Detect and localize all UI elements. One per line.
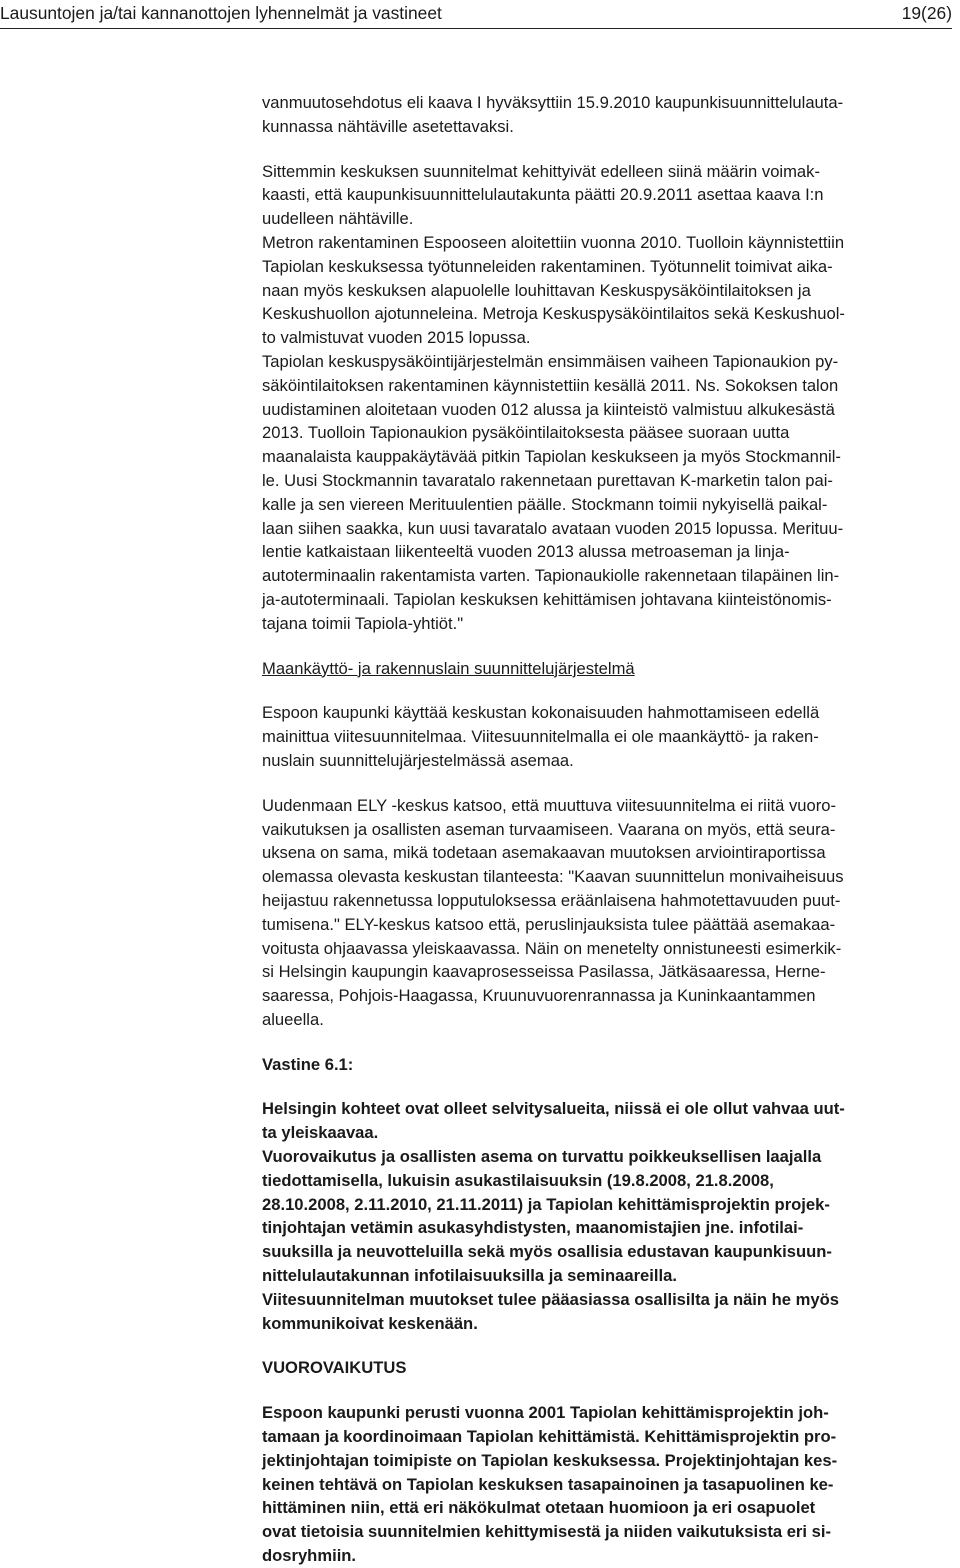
text-line: jektinjohtajan toimipiste on Tapiolan keskuksessa. Projektinjohtajan kes-: [262, 1450, 838, 1470]
page-number: 19(26): [901, 3, 952, 23]
text-line: vanmuutosehdotus eli kaava I hyväksyttiin 15.9.2010 kaupunkisuunnittelulauta-: [262, 93, 844, 112]
text-line: alueella.: [262, 1009, 324, 1029]
text-line: kalle ja sen viereen Merituulentien päälle. Stockmann toimii nykyisellä paikal-: [262, 494, 828, 514]
text-line: ta yleiskaavaa.: [262, 1123, 379, 1143]
text-line: to valmistuvat vuoden 2015 lopussa.: [262, 328, 531, 348]
text-line: Espoon kaupunki käyttää keskustan kokonaisuuden hahmottamiseen edellä: [262, 703, 820, 723]
text-line: Espoon kaupunki perusti vuonna 2001 Tapiolan kehittämisprojektin joh-: [262, 1403, 829, 1423]
text-line: Keskushuollon ajotunneleina. Metroja Keskuspysäköintilaitos sekä Keskushuol-: [262, 304, 845, 324]
text-line: kunnassa nähtäville asetettavaksi.: [262, 116, 514, 136]
paragraph-reference-plan: [262, 701, 956, 772]
document-body: [262, 91, 956, 1568]
vuorovaikutus-paragraph: [262, 1401, 956, 1568]
text-line: olemassa olevasta keskustan tilanteesta: "Kaavan suunnittelun monivaiheisuus: [262, 867, 844, 887]
text-line: Metron rakentaminen Espooseen aloitettiin vuonna 2010. Tuolloin käynnistettiin: [262, 232, 845, 252]
text-line: hittäminen niin, että eri näkökulmat otetaan huomioon ja eri osapuolet: [262, 1498, 816, 1518]
text-line: ovat tietoisia suunnitelmien kehittymisestä ja niiden vaikutuksista eri si-: [262, 1522, 831, 1542]
text-line: uksena on sama, mikä todetaan asemakaavan muutoksen arviointiraportissa: [262, 843, 826, 863]
text-line: laan siihen saakka, kun uusi tavaratalo avataan vuoden 2015 lopussa. Merituu-: [262, 518, 844, 538]
text-line: mainittua viitesuunnitelmaa. Viitesuunnitelmalla ei ole maankäyttö- ja raken-: [262, 727, 819, 747]
text-line: kommunikoivat keskenään.: [262, 1313, 478, 1333]
text-line: tajana toimii Tapiola-yhtiöt.": [262, 613, 464, 633]
text-line: Vuorovaikutus ja osallisten asema on turvattu poikkeuksellisen laajalla: [262, 1147, 822, 1167]
text-line: voitusta ohjaavassa yleiskaavassa. Näin on menetelty onnistuneesti esimerkik-: [262, 938, 842, 958]
text-line: lentie katkaistaan liikenteeltä vuoden 2013 alussa metroaseman ja linja-: [262, 542, 790, 562]
text-line: nuslain suunnittelujärjestelmässä asemaa.: [262, 750, 574, 770]
text-line: Tapiolan keskuspysäköintijärjestelmän ensimmäisen vaiheen Tapionaukion py-: [262, 351, 839, 371]
text-line: nittelulautakunnan infotilaisuuksilla ja seminaareilla.: [262, 1266, 677, 1286]
intro-paragraph: [262, 91, 956, 139]
text-line: uudistaminen aloitetaan vuoden 012 alussa ja kiinteistö valmistuu alkukesästä: [262, 399, 835, 419]
text-line: tumisena." ELY-keskus katsoo että, peruslinjauksista tulee päättää asemakaa-: [262, 914, 836, 934]
text-line: tiedottamisella, lukuisin asukastilaisuuksin (19.8.2008, 21.8.2008,: [262, 1170, 774, 1190]
text-line: le. Uusi Stockmannin tavaratalo rakennetaan purettavan K-marketin talon pai-: [262, 470, 833, 490]
paragraph-ely-statement: [262, 794, 956, 1032]
text-line: kaasti, että kaupunkisuunnittelulautakunta päätti 20.9.2011 asettaa kaava I:n: [262, 185, 824, 205]
text-line: 2013. Tuolloin Tapionaukion pysäköintilaitoksesta pääsee suoraan uutta: [262, 423, 790, 443]
text-line: autoterminaalin rakentamista varten. Tapionaukiolle rakennetaan tilapäinen lin-: [262, 566, 840, 586]
vuorovaikutus-heading: VUOROVAIKUTUS: [262, 1358, 407, 1378]
page-header: [0, 2, 952, 28]
vastine-paragraph: [262, 1097, 956, 1335]
document-title: Lausuntojen ja/tai kannanottojen lyhennelmät ja vastineet: [0, 3, 442, 23]
section-heading: Maankäyttö- ja rakennuslain suunnittelujärjestelmä: [262, 658, 635, 678]
text-line: maanalaista kauppakäytävää pitkin Tapiolan keskukseen ja myös Stockmannil-: [262, 447, 841, 467]
text-line: säköintilaitoksen rakentaminen käynnistettiin kesällä 2011. Ns. Sokoksen talon: [262, 375, 839, 395]
text-line: Sittemmin keskuksen suunnitelmat kehittyivät edelleen siinä määrin voimak-: [262, 161, 820, 181]
text-line: keinen tehtävä on Tapiolan keskuksen tasapainoinen ja tasapuolinen ke-: [262, 1474, 834, 1494]
vastine-heading: Vastine 6.1:: [262, 1054, 354, 1074]
text-line: Tapiolan keskuksessa työtunneleiden rakentaminen. Työtunnelit toimivat aika-: [262, 256, 833, 276]
text-line: uudelleen nähtäville.: [262, 209, 414, 229]
text-line: ja-autoterminaali. Tapiolan keskuksen kehittämisen johtavana kiinteistönomis-: [262, 589, 832, 609]
text-line: heijastuu rakennetussa lopputuloksessa eräänlaisena hahmotettavuuden puut-: [262, 890, 841, 910]
header-divider: [0, 28, 952, 29]
text-line: Uudenmaan ELY -keskus katsoo, että muuttuva viitesuunnitelma ei riitä vuoro-: [262, 795, 837, 815]
text-line: suuksilla ja neuvotteluilla sekä myös osallisia edustavan kaupunkisuun-: [262, 1242, 832, 1262]
text-line: tinjohtajan vetämin asukasyhdistysten, maanomistajien jne. infotilai-: [262, 1218, 804, 1238]
text-line: tamaan ja koordinoimaan Tapiolan kehittämistä. Kehittämisprojektin pro-: [262, 1427, 837, 1447]
text-line: vaikutuksen ja osallisten aseman turvaamiseen. Vaarana on myös, että seura-: [262, 819, 836, 839]
text-line: Viitesuunnitelman muutokset tulee pääasiassa osallisilta ja näin he myös: [262, 1289, 839, 1309]
text-line: saaressa, Pohjois-Haagassa, Kruunuvuorenrannassa ja Kuninkaantammen: [262, 986, 816, 1006]
text-line: dosryhmiin.: [262, 1546, 357, 1566]
paragraph-development: [262, 160, 956, 636]
text-line: Helsingin kohteet ovat olleet selvitysalueita, niissä ei ole ollut vahvaa uut-: [262, 1099, 845, 1119]
text-line: si Helsingin kaupungin kaavaprosesseissa Pasilassa, Jätkäsaaressa, Herne-: [262, 962, 826, 982]
text-line: naan myös keskuksen alapuolelle louhittavan Keskuspysäköintilaitoksen ja: [262, 280, 811, 300]
text-line: 28.10.2008, 2.11.2010, 21.11.2011) ja Tapiolan kehittämisprojektin projek-: [262, 1194, 830, 1214]
